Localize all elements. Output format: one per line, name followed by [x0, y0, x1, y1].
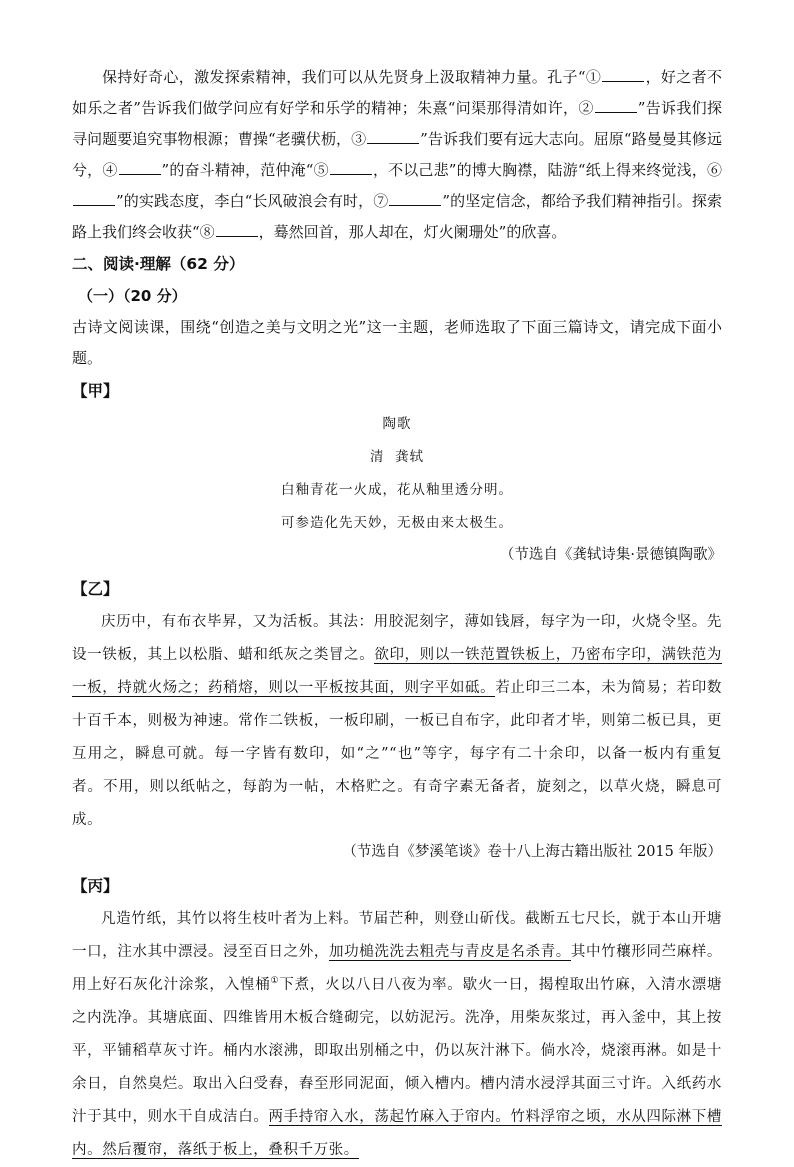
- intro-text: ”告诉我们要有远大志向。屈原“路曼曼其修远兮，④: [72, 130, 723, 179]
- intro-text: ，好之者不如乐之者”告诉我们做学问应有好学和乐学的精神；朱熹“问渠那得清如许，②: [72, 68, 722, 117]
- passage-label-jia: 【甲】: [72, 382, 119, 400]
- underlined-sentence: 两手持帘入水，荡起竹麻入于帘内。竹料浮帘之顷，水从四际淋下槽内。然后覆帘，落纸于板上，叠积千万张。: [72, 1109, 722, 1158]
- passage-text: 下煮，火以八日八夜为率。歇火一日，揭楻取出竹麻，入清水漂塘之内洗净。其塘底面、四维皆用木板合缝砌完，以妨泥污。洗净，用柴灰浆过，再入釜中，其上按平，平铺稻草灰寸许。桶内水滚沸，即取出别桶之中，仍以灰汁淋下。倘水冷，烧滚再淋。如是十余日，自然臭烂。取出入臼受舂，舂至形同泥面，倾入槽内。槽内清水浸浮其面三寸许。入纸药水汁于其中，则水干自成洁白。: [72, 977, 722, 1125]
- subsection-heading: （一）（20 分）: [78, 287, 187, 305]
- passage-bing: [72, 903, 722, 1167]
- passage-text: 凡造竹纸，其竹以将生枝叶者为上料。节届芒种，则登山斫伐。截断五七尺长，就于本山开塘一口，注水其中漂浸。浸至百日之外，: [72, 911, 722, 960]
- passage-text: 庆历中，有布衣毕昇，又为活板。其法：用胶泥刻字，薄如钱唇，每字为一印，火烧令坚。先设一铁板，其上以松脂、蜡和纸灰之类冒之。: [72, 614, 722, 663]
- section-heading: 二、阅读·理解（62 分）: [72, 255, 245, 273]
- footnote-marker: ①: [270, 976, 280, 987]
- source-jia: （节选自《龚轼诗集·景德镇陶歌》: [499, 547, 722, 563]
- blank-7[interactable]: [389, 191, 441, 206]
- passage-text: 其中竹穰形同苎麻样。用上好石灰化汁涂浆，入惶桶: [72, 944, 723, 993]
- intro-text: ，不以己悲”的博大胸襟，陆游“纸上得来终觉浅，⑥: [372, 161, 722, 179]
- source-yi: （节选自《梦溪笔谈》卷十八上海古籍出版社 2015 年版）: [342, 844, 722, 860]
- intro-text: ，蓦然回首，那人却在，灯火阑珊处”的欣喜。: [258, 223, 567, 241]
- intro-text: 保持好奇心，激发探索精神，我们可以从先贤身上汲取精神力量。孔子“①: [102, 68, 602, 86]
- poem-title: 陶歌: [382, 416, 412, 432]
- document-page: [72, 62, 722, 1167]
- blank-8[interactable]: [216, 222, 258, 237]
- intro-text: ”的坚定信念，都给予我们精神指引。探索路上我们终会收获“⑧: [72, 192, 722, 241]
- instruction-text: 古诗文阅读课，围绕“创造之美与文明之光”这一主题，老师选取了下面三篇诗文，请完成下面小题。: [72, 318, 722, 367]
- underlined-sentence: 欲印，则以一铁范置铁板上，乃密布字印，满铁范为一板，持就火炀之；药稍熔，则以一平板按其面，则字平如砥。: [72, 647, 722, 696]
- blank-6[interactable]: [73, 191, 115, 206]
- intro-text: ”的实践态度，李白“长风破浪会有时，⑦: [116, 192, 389, 210]
- underlined-sentence: 加功槌洗洗去粗壳与青皮是名杀青。: [328, 944, 571, 960]
- passage-text: 若止印三二本，未为简易；若印数十百千本，则极为神速。常作二铁板，一板印刷，一板已自布字，此印者才毕，则第二板已具，更互用之，瞬息可就。每一字皆有数印，如“之”“也”等字，每字有二十余印，以备一板内有重复者。不用，则以纸帖之，每韵为一帖，木格贮之。有奇字素无备者，旋刻之，以草火烧，瞬息可成。: [72, 680, 722, 828]
- intro-paragraph: [72, 62, 722, 248]
- poem-author: 清 龚轼: [369, 449, 425, 465]
- intro-text: ”的奋斗精神，范仲淹“⑤: [161, 161, 329, 179]
- blank-2[interactable]: [595, 98, 637, 113]
- passage-label-bing: 【丙】: [72, 877, 119, 895]
- poem-line-1: 白釉青花一火成，花从釉里透分明。: [281, 482, 513, 498]
- poem-line-2: 可参造化先天妙，无极由来太极生。: [281, 515, 513, 531]
- intro-text: ”告诉我们探寻问题要追究事物根源；曹操“老骥伏枥，③: [72, 99, 722, 148]
- blank-4[interactable]: [119, 160, 161, 175]
- passage-yi: [72, 606, 722, 837]
- blank-1[interactable]: [602, 67, 644, 82]
- passage-label-yi: 【乙】: [72, 580, 119, 598]
- blank-5[interactable]: [330, 160, 372, 175]
- blank-3[interactable]: [367, 129, 419, 144]
